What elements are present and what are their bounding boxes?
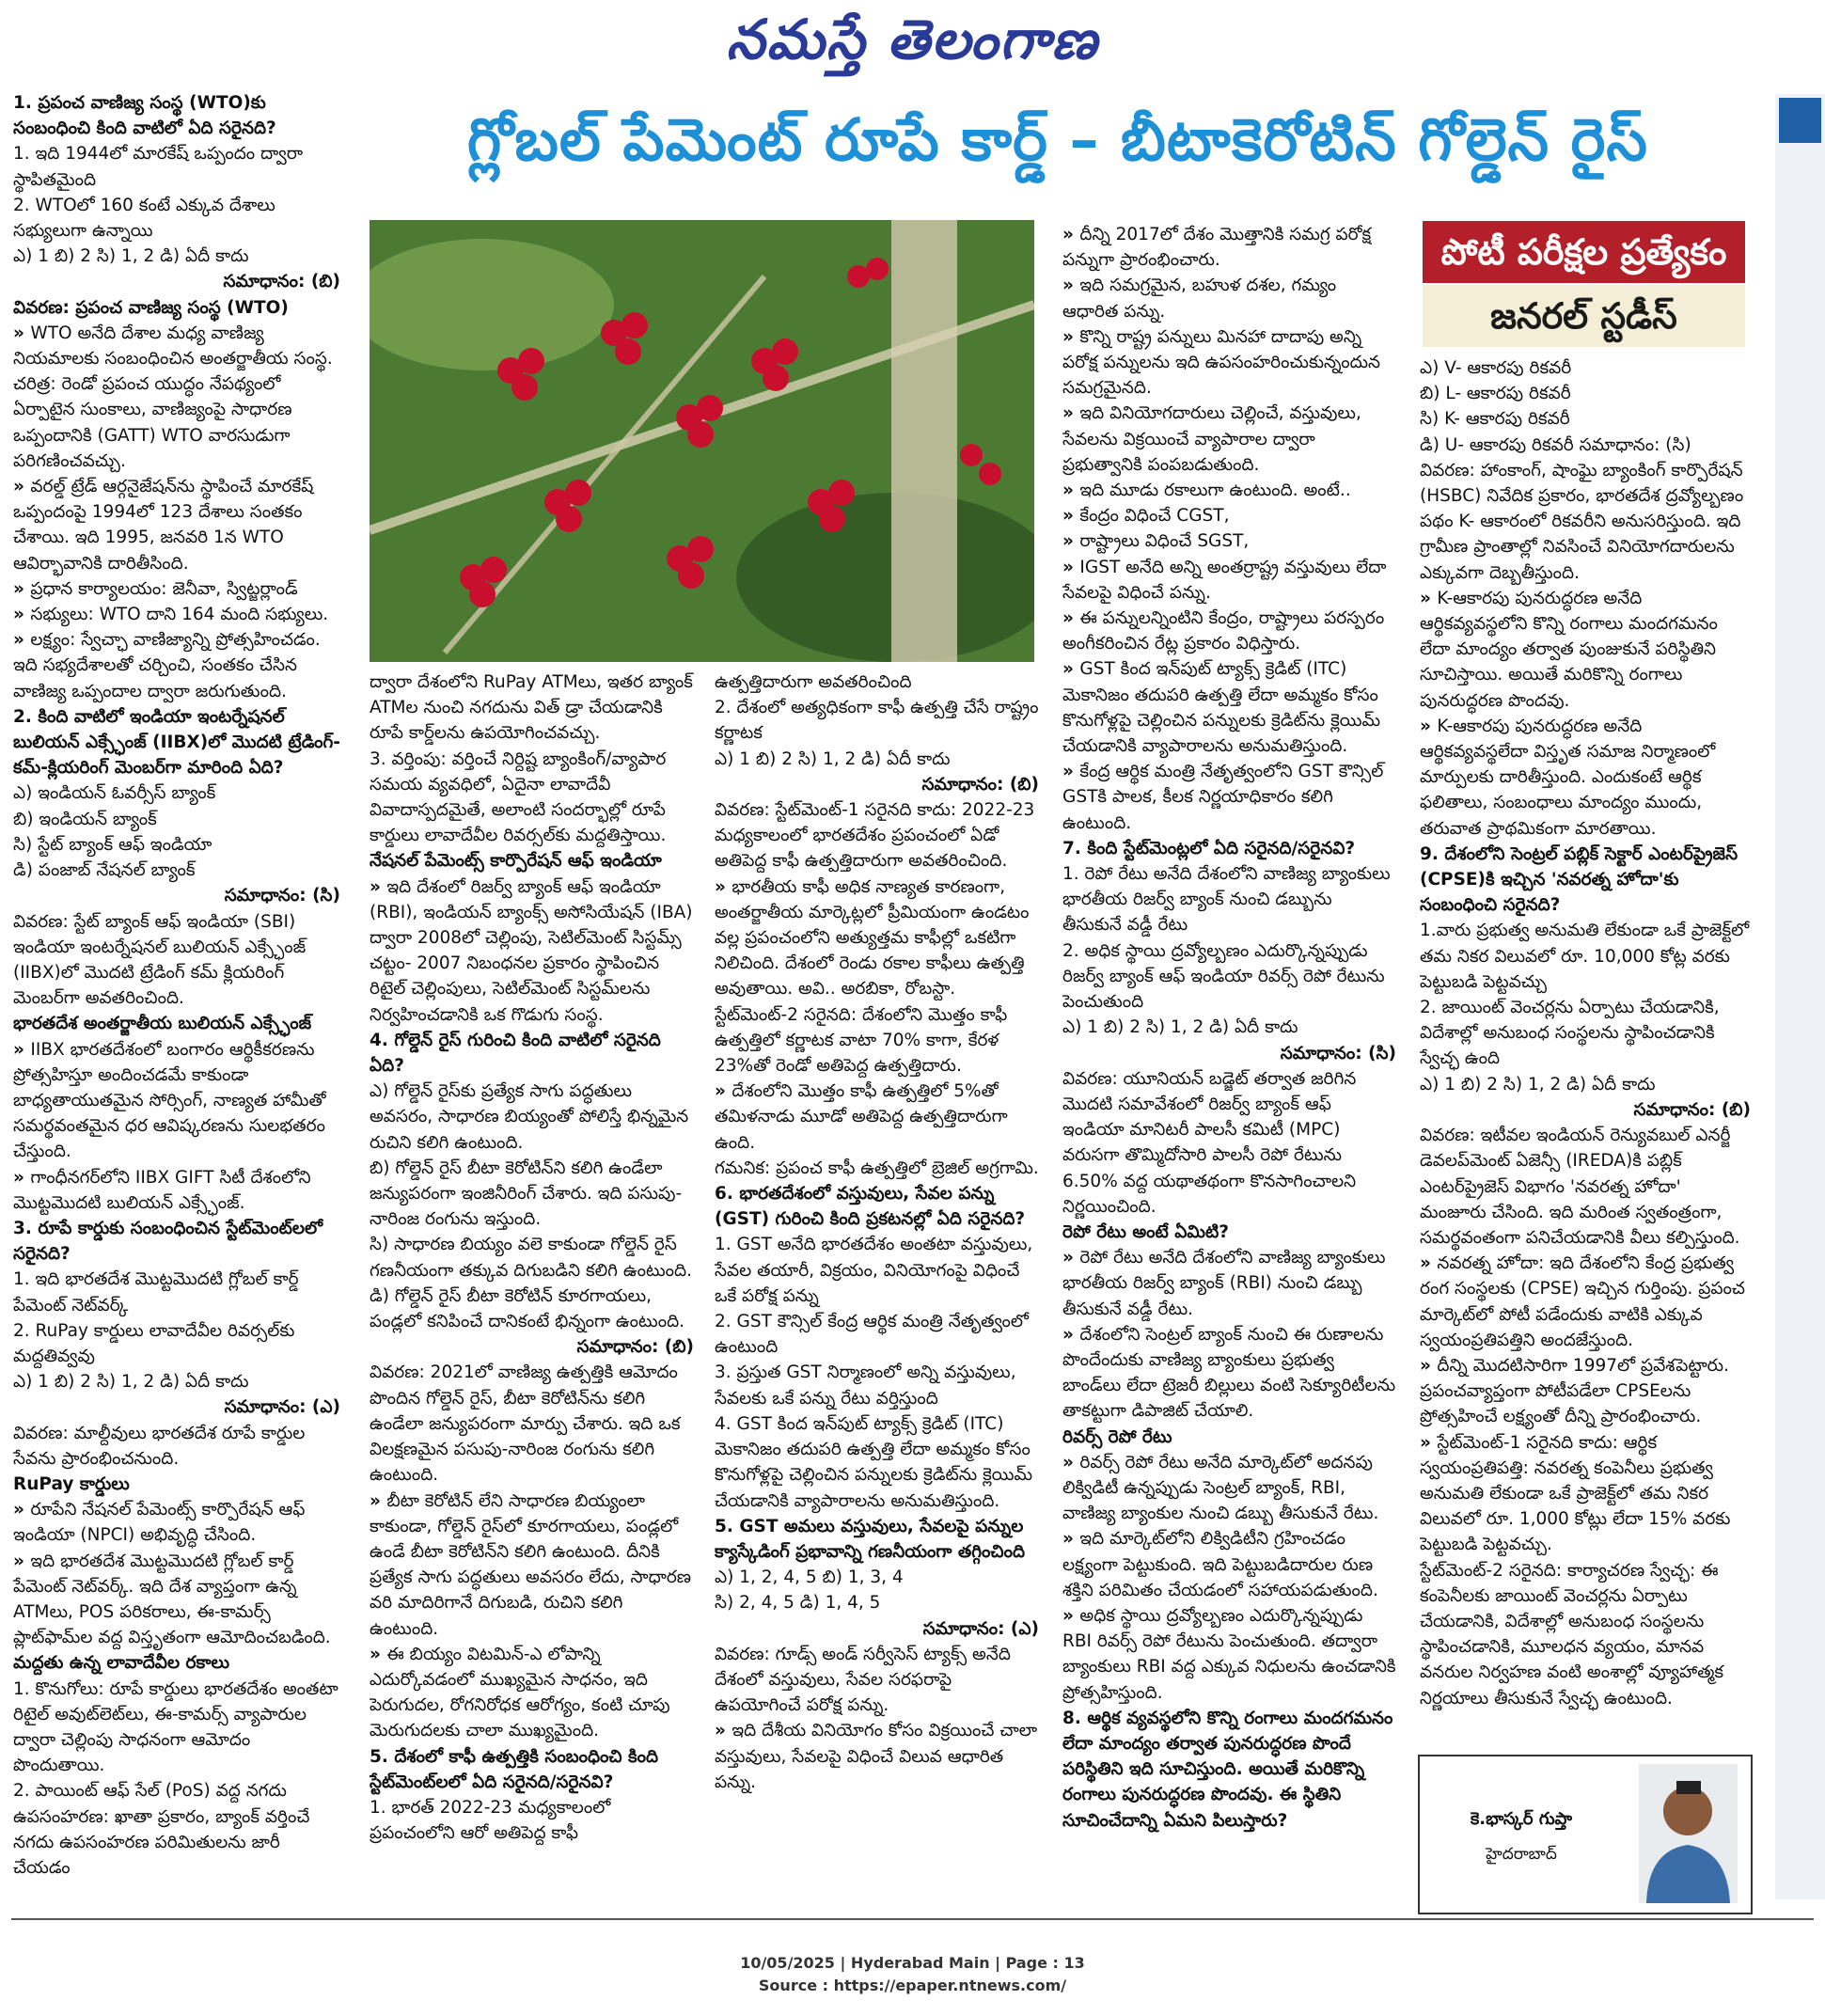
option: సి) K- ఆకారపు రికవరీ [1420, 409, 1570, 430]
bullet: » ఇది మార్కెట్‌లోని లిక్విడిటీని గ్రహించడం లక్ష్యంగా పెట్టుకుంది. ఇది పెట్టుబడిదారుల రుణ శక్తిని పరిమితం చేయడంలో సహాయపడుతుంది. [1062, 1526, 1396, 1603]
bullet: » దేశంలోని మొత్తం కాఫీ ఉత్పత్తిలో 5%తో తమిళనాడు మూడో అతిపెద్ద ఉత్పత్తిదారుగా ఉంది. [715, 1079, 1039, 1156]
subheading: భారతదేశ అంతర్జాతీయ బులియన్ ఎక్స్ఛేంజ్ [13, 1014, 312, 1034]
statement: 2. GST కౌన్సిల్ కేంద్ర ఆర్థిక మంత్రి నేతృత్వంలో ఉంటుంది [715, 1312, 1029, 1358]
paragraph: స్టేట్‌మెంట్-2 సరైనది: కార్యాచరణ స్వేచ్ఛ: ఈ కంపెనీలకు జాయింట్ వెంచర్లను ఏర్పాటు చేయడానికి, విదేశాల్లో అనుబంధ సంస్థలను స్థాపించడానికి, మూలధన వ్యయం, మానవ వనరుల నిర్వహణ వంటి అంశాల్లో వ్యూహాత్మక నిర్ణయాలు తీసుకునే స్వేచ్ఛ ఉంటుంది. [1420, 1560, 1724, 1709]
author-city: హైదరాబాద్ [1486, 1845, 1557, 1864]
option: డి) గోల్డెన్ రైస్ బీటా కెరోటిన్ కూరగాయలు, పండ్లలో కనిపించే దానికంటే భిన్నంగా ఉంటుంది. [370, 1285, 685, 1332]
paragraph: చరిత్ర: రెండో ప్రపంచ యుద్ధం నేపథ్యంలో ఏర్పాటైన సుంకాలు, వాణిజ్యంపై సాధారణ ఒప్పందానికి (GATT) WTO వారసుడుగా పరిగణించవచ్చు. [13, 374, 292, 471]
bullet: » రాష్ట్రాలు విధించే SGST, [1062, 528, 1396, 554]
statement: 5. GST అమలు వస్తువులు, సేవలపై పన్నుల క్యాస్కేడింగ్ ప్రభావాన్ని గణనీయంగా తగ్గించింది [715, 1516, 1026, 1562]
question-6: 6. భారతదేశంలో వస్తువులు, సేవల పన్ను (GST) గురించి కింది ప్రకటనల్లో ఏది సరైనది? [715, 1184, 1026, 1230]
statement: 3. ప్రస్తుత GST నిర్మాణంలో అన్ని వస్తువులు, సేవలకు ఒకే పన్ను రేటు వర్తిస్తుంది [715, 1362, 1016, 1409]
option: ఎ) ఇండియన్ ఓవర్సీస్ బ్యాంక్ [13, 783, 216, 804]
answer: సమాధానం: (సి) [224, 886, 340, 906]
author-photo [1639, 1764, 1738, 1903]
bullet: » దీన్ని మొదటిసారిగా 1997లో ప్రవేశపెట్టారు. ప్రపంచవ్యాప్తంగా పోటీపడేలా CPSEలను ప్రోత్సహించే లక్ష్యంతో దీన్ని ప్రారంభించారు. [1420, 1353, 1751, 1430]
paragraph: ద్వారా దేశంలోని RuPay ATMలు, ఇతర బ్యాంక్ ATMల నుంచి నగదును విత్ డ్రా చేయడానికి రూపే కార్డ్‌లను ఉపయోగించవచ్చు. [370, 672, 693, 744]
explanation: వివరణ: మాల్దీవులు భారతదేశ రూపే కార్డుల సేవను ప్రారంభించనుంది. [13, 1423, 306, 1469]
answer: సమాధానం: (బి) [921, 774, 1039, 795]
bullet: » IIBX భారతదేశంలో బంగారం ఆర్థికీకరణను ప్రోత్సహిస్తూ అందించడమే కాకుండా బాధ్యతాయుతమైన సోర్సింగ్, నాణ్యత హామీతో సమర్థవంతమైన ధర ఆవిష్కరణను సులభతరం చేస్తుంది. [13, 1037, 340, 1165]
column-1 [13, 90, 340, 1909]
question-8: 8. ఆర్థిక వ్యవస్థలోని కొన్ని రంగాలు మందగమనం లేదా మాంద్యం తర్వాత పునరుద్ధరణ పొందే పరిస్థితిని ఇది సూచిస్తుంది. అయితే మరికొన్ని రంగాలు పునరుద్ధరణ పొందవు. ఈ స్థితిని సూచించేదాన్ని ఏమని పిలుస్తారు? [1062, 1708, 1393, 1831]
explanation: వివరణ: స్టేట్ బ్యాంక్ ఆఫ్ ఇండియా (SBI) ఇండియా ఇంటర్నేషనల్ బులియన్ ఎక్స్ఛేంజ్ (IIBX)లో మొదటి ట్రేడింగ్ కమ్ క్లియరింగ్ మెంబర్‌గా అవతరించింది. [13, 911, 307, 1009]
bullet: » రివర్స్ రెపో రేటు అనేది మార్కెట్‌లో అదనపు లిక్విడిటీ ఉన్నప్పుడు సెంట్రల్ బ్యాంక్, RBI, వాణిజ్య బ్యాంకుల నుంచి డబ్బు తీసుకునే రేటు. [1062, 1450, 1396, 1527]
question-9: 9. దేశంలోని సెంట్రల్ పబ్లిక్ సెక్టార్ ఎంటర్‌ప్రైజెస్ (CPSE)కి ఇచ్చిన 'నవరత్న హోదా'కు సంబంధించి సరైనది? [1420, 843, 1738, 916]
bullet: » ఈ పన్నులన్నింటిని కేంద్రం, రాష్ట్రాలు పరస్పరం అంగీకరించిన రేట్ల ప్రకారం విధిస్తారు. [1062, 606, 1396, 656]
explanation: వివరణ: గూడ్స్ అండ్ సర్వీసెస్ ట్యాక్స్ అనేది దేశంలో వస్తువులు, సేవల సరఫరాపై ఉపయోగించే పరోక్ష పన్ను. [715, 1644, 1011, 1716]
answer: సమాధానం: (బి) [576, 1337, 694, 1358]
bullet: » IGST అనేది అన్ని అంతర్రాష్ట్ర వస్తువులు లేదా సేవలపై విధించే పన్ను. [1062, 555, 1396, 606]
options: ఎ) 1 బి) 2 సి) 1, 2 డి) ఏదీ కాదు [715, 748, 951, 769]
option: సి) స్టేట్ బ్యాంక్ ఆఫ్ ఇండియా [13, 834, 212, 855]
paragraph: 1. కొనుగోలు: రూపే కార్డులు భారతదేశం అంతటా రిటైల్ అవుట్‌లెట్‌లు, ఈ-కామర్స్ వ్యాపారుల ద్వారా చెల్లింపు సాధనంగా ఆమోదం పొందుతాయి. [13, 1678, 338, 1776]
footer-dateline: 10/05/2025 | Hyderabad Main | Page : 13 [740, 1954, 1085, 1972]
author-name: కె.భాస్కర్ గుప్తా [1470, 1809, 1573, 1829]
option: బి) గోల్డెన్ రైస్ బీటా కెరోటిన్‌ని కలిగి ఉండేలా జన్యుపరంగా ఇంజినీరింగ్ చేశారు. ఇది పసుపు-నారింజ రంగును ఇస్తుంది. [370, 1158, 683, 1230]
bullet: » కేంద్ర ఆర్థిక మంత్రి నేతృత్వంలోని GST కౌన్సిల్ GSTకి పాలక, కీలక నిర్ణయాధికారం కలిగి ఉంటుంది. [1062, 759, 1396, 836]
options: ఎ) 1 బి) 2 సి) 1, 2 డి) ఏదీ కాదు [1420, 1074, 1656, 1095]
bullet: » దీన్ని 2017లో దేశం మొత్తానికి సమగ్ర పరోక్ష పన్నుగా ప్రారంభించారు. [1062, 222, 1396, 273]
bullet: » ఇది భారతదేశ మొట్టమొదటి గ్లోబల్ కార్డ్ పేమెంట్ నెట్‌వర్క్. ఇది దేశ వ్యాప్తంగా ఉన్న ATMలు, POS పరికరాలు, ఈ-కామర్స్ ప్లాట్‌ఫామ్‌ల వద్ద విస్తృతంగా ఆమోదించబడింది. [13, 1549, 340, 1651]
option: డి) పంజాబ్ నేషనల్ బ్యాంక్ [13, 860, 196, 881]
subheading: నేషనల్ పేమెంట్స్ కార్పొరేషన్ ఆఫ్ ఇండియా [370, 851, 662, 872]
statement: 1. ఇది భారతదేశ మొట్టమొదటి గ్లోబల్ కార్డ్ పేమెంట్ నెట్‌వర్క్ [13, 1269, 299, 1315]
subheading: RuPay కార్డులు [13, 1473, 130, 1494]
statement: 1. రెపో రేటు అనేది దేశంలోని వాణిజ్య బ్యాంకులు భారతీయ రిజర్వ్ బ్యాంక్ నుంచి డబ్బును తీసుకునే వడ్డీ రేటు [1062, 864, 1391, 936]
article-headline: గ్లోబల్ పేమెంట్ రూపే కార్డ్ – బీటాకెరోటిన్ గోల్డెన్ రైస్ [467, 105, 1648, 174]
paragraph: 2. పాయింట్ ఆఫ్ సేల్ (PoS) వద్ద నగదు ఉపసంహరణ: ఖాతా ప్రకారం, బ్యాంక్ వర్తించే నగదు ఉపసంహరణ పరిమితులను జారీ చేయడం [13, 1781, 310, 1879]
bullet: » ఈ బియ్యం విటమిన్-ఎ లోపాన్ని ఎదుర్కోవడంలో ముఖ్యమైన సాధనం, ఇది పెరుగుదల, రోగనిరోధక ఆరోగ్యం, కంటి చూపు మెరుగుదలకు చాలా ముఖ్యమైంది. [370, 1642, 694, 1744]
bullet: » స్టేట్‌మెంట్-1 సరైనది కాదు: ఆర్థిక స్వయంప్రతిపత్తి: నవరత్న కంపెనీలు ప్రభుత్వ అనుమతి లేకుండా ఒకే ప్రాజెక్ట్‌లో తమ నికర విలువలో రూ. 1,000 కోట్లు లేదా 15% వరకు పెట్టుబడి పెట్టవచ్చు. [1420, 1430, 1751, 1558]
bullet: » కేంద్రం విధించే CGST, [1062, 503, 1396, 528]
explanation: వివరణ: హాంకాంగ్, షాంఘై బ్యాంకింగ్ కార్పొరేషన్ (HSBC) నివేదిక ప్రకారం, భారతదేశ ద్రవ్యోల్బణం పథం K- ఆకారంలో రికవరీని అనుసరిస్తుంది. ఇది గ్రామీణ ప్రాంతాల్లో నివసించే వినియోగదారులను ఎక్కువగా దెబ్బతీస్తుంది. [1420, 460, 1744, 583]
coffee-berries-photo [370, 220, 1034, 662]
answer: సమాధానం: (బి) [223, 272, 340, 292]
options: సి) 2, 4, 5 డి) 1, 4, 5 [715, 1593, 881, 1614]
explanation: వివరణ: 2021లో వాణిజ్య ఉత్పత్తికి ఆమోదం పొందిన గోల్డెన్ రైస్, బీటా కెరోటిన్‌ను కలిగి ఉండేలా జన్యుపరంగా మార్పు చేశారు. ఇది ఒక విలక్షణమైన పసుపు-నారింజ రంగును కలిగి ఉంటుంది. [370, 1362, 681, 1486]
statement: 2. WTOలో 160 కంటే ఎక్కువ దేశాలు సభ్యులుగా ఉన్నాయి [13, 195, 275, 242]
bullet: » ఇది దేశీయ వినియోగం కోసం విక్రయించే చాలా వస్తువులు, సేవలపై విధించే విలువ ఆధారిత పన్ను. [715, 1718, 1039, 1795]
bullet: » ప్రధాన కార్యాలయం: జెనీవా, స్విట్జర్లాండ్ [13, 576, 340, 602]
answer: సమాధానం: (సి) [1280, 1043, 1396, 1063]
paragraph: స్టేట్‌మెంట్-2 సరైనది: దేశంలోని మొత్తం కాఫీ ఉత్పత్తిలో కర్ణాటక వాటా 70% కాగా, కేరళ 23%తో రెండో అతిపెద్ద ఉత్పత్తిదారు. [715, 1004, 1008, 1077]
statement: 1.వారు ప్రభుత్వ అనుమతి లేకుండా ఒకే ప్రాజెక్ట్‌లో తమ నికర విలువలో రూ. 10,000 కోట్ల వరకు పెట్టుబడి పెట్టవచ్చు [1420, 921, 1750, 992]
competitive-exams-banner: పోటీ పరీక్షల ప్రత్యేకం [1423, 221, 1745, 283]
subheading: మద్దతు ఉన్న లావాదేవీల రకాలు [13, 1653, 230, 1674]
question-7: 7. కింది స్టేట్‌మెంట్లలో ఏది సరైనది/సరైనవి? [1062, 838, 1356, 858]
general-studies-banner: జనరల్ స్టడీస్ [1423, 285, 1745, 347]
bullet: » రెపో రేటు అనేది దేశంలోని వాణిజ్య బ్యాంకులు భారతీయ రిజర్వ్ బ్యాంక్ (RBI) నుంచి డబ్బు తీసుకునే వడ్డీ రేటు. [1062, 1245, 1396, 1322]
bullet: » అధిక స్థాయి ద్రవ్యోల్బణం ఎదుర్కొన్నప్పుడు RBI రివర్స్ రెపో రేటును పెంచుతుంది. తద్వారా బ్యాంకులు RBI వద్ద ఎక్కువ నిధులను ఉంచడానికి ప్రోత్సహిస్తుంది. [1062, 1603, 1396, 1706]
bullet: » బీటా కెరోటిన్ లేని సాధారణ బియ్యంలా కాకుండా, గోల్డెన్ రైస్‌లో కూరగాయలు, పండ్లలో ఉండే బీటా కెరోటిన్‌ని కలిగి ఉంటుంది. దీనికి ప్రత్యేక సాగు పద్ధతులు అవసరం లేదు, సాధారణ వరి మాదిరిగానే దిగుబడి, రుచిని కలిగి ఉంటుంది. [370, 1488, 694, 1642]
bullet: » సభ్యులు: WTO దాని 164 మంది సభ్యులు. [13, 602, 340, 627]
explanation: వివరణ: ఇటీవల ఇండియన్ రెన్యువబుల్ ఎనర్జీ డెవలప్‌మెంట్ ఏజెన్సీ (IREDA)కి పబ్లిక్ ఎంటర్‌ప్రైజెస్ విభాగం 'నవరత్న హోదా' మంజూరు చేసింది. ఇది మరింత స్వతంత్రంగా, సమర్థవంతంగా పనిచేయడానికి వీలు కల్పిస్తుంది. [1420, 1126, 1740, 1248]
newspaper-masthead: నమస్తే తెలంగాణ [726, 8, 1099, 71]
options: ఎ) 1, 2, 4, 5 బి) 1, 3, 4 [715, 1567, 904, 1588]
paragraph: 3. వర్తింపు: వర్తించే నిర్దిష్ట బ్యాంకింగ్/వ్యాపార సమయ వ్యవధిలో, ఏదైనా లావాదేవీ వివాదాస్పదమైతే, అలాంటి సందర్భాల్లో రూపే కార్డులు లావాదేవీల రివర్సల్‌కు మద్దతిస్తాయి. [370, 748, 667, 846]
statement: 2. దేశంలో అత్యధికంగా కాఫీ ఉత్పత్తి చేసే రాష్ట్రం కర్ణాటక [715, 698, 1039, 744]
statement: 2. జాయింట్ వెంచర్లను ఏర్పాటు చేయడానికి, విదేశాల్లో అనుబంధ సంస్థలను స్థాపించడానికి స్వేచ్ఛ ఉంది [1420, 998, 1720, 1069]
adjacent-page-logo [1779, 98, 1821, 143]
paragraph: ఉత్పత్తిదారుగా అవతరించింది [715, 672, 912, 692]
question-5: 5. దేశంలో కాఫీ ఉత్పత్తికి సంబంధించి కింది స్టేట్‌మెంట్‌లలో ఏది సరైనది/సరైనవి? [370, 1746, 659, 1792]
statement: 1. ఇది 1944లో మారకేష్ ఒప్పందం ద్వారా స్థాపితమైంది [13, 144, 304, 190]
bullet: » రూపేని నేషనల్ పేమెంట్స్ కార్పొరేషన్ ఆఫ్ ఇండియా (NPCI) అభివృద్ధి చేసింది. [13, 1497, 340, 1548]
bullet: » వరల్డ్ ట్రేడ్ ఆర్గనైజేషన్‌ను స్థాపించే మారకేష్ ఒప్పందంపై 1994లో 123 దేశాలు సంతకం చేశాయి. ఇది 1995, జనవరి 1న WTO ఆవిర్భావానికి దారితీసింది. [13, 474, 340, 576]
statement: 1. GST అనేది భారతదేశం అంతటా వస్తువులు, సేవల తయారీ, విక్రయం, వినియోగంపై విధించే ఒకే పరోక్ష పన్ను [715, 1235, 1033, 1306]
bullet: » K-ఆకారపు పునరుద్ధరణ అనేది ఆర్థికవ్యవస్థలేదా విస్తృత సమాజ నిర్మాణంలో మార్పులకు దారితీస్తుంది. ఎందుకంటే ఆర్థిక ఫలితాలు, సంబంధాలు మాంద్యం ముందు, తరువాత ప్రాథమికంగా మారతాయి. [1420, 714, 1751, 842]
options: ఎ) 1 బి) 2 సి) 1, 2 డి) ఏదీ కాదు [13, 246, 249, 267]
question-1: 1. ప్రపంచ వాణిజ్య సంస్థ (WTO)కు సంబంధించి కింది వాటిలో ఏది సరైనది? [13, 93, 276, 139]
bullet: » WTO అనేది దేశాల మధ్య వాణిజ్య నియమాలకు సంబంధించిన అంతర్జాతీయ సంస్థ. [13, 321, 340, 371]
bullet: » ఇది మూడు రకాలుగా ఉంటుంది. అంటే.. [1062, 478, 1396, 503]
options: ఎ) 1 బి) 2 సి) 1, 2 డి) ఏదీ కాదు [13, 1372, 249, 1393]
footer-source: Source : https://epaper.ntnews.com/ [758, 1977, 1067, 1994]
bullet: » ఇది వినియోగదారులు చెల్లించే, వస్తువులు, సేవలను విక్రయించే వ్యాపారాల ద్వారా ప్రభుత్వానికి పంపబడుతుంది. [1062, 401, 1396, 478]
statement: 4. GST కింద ఇన్‌పుట్ ట్యాక్స్ క్రెడిట్ (ITC) మెకానిజం తదుపరి ఉత్పత్తి లేదా అమ్మకం కోసం కొనుగోళ్లపై చెల్లించిన పన్నులకు క్రెడిట్‌ను క్లెయిమ్ చేయడానికి వ్యాపారాలను అనుమతిస్తుంది. [715, 1413, 1033, 1511]
adjacent-page-strip [1775, 94, 1825, 1899]
statement: 2. అధిక స్థాయి ద్రవ్యోల్బణం ఎదుర్కొన్నప్పుడు రిజర్వ్ బ్యాంక్ ఆఫ్ ఇండియా రివర్స్ రెపో రేటును పెంచుతుంది [1062, 940, 1385, 1013]
subheading: రెపో రేటు అంటే ఏమిటి? [1062, 1221, 1229, 1242]
bullet: » లక్ష్యం: స్వేచ్ఛా వాణిజ్యాన్ని ప్రోత్సహించడం. ఇది సభ్యదేశాలతో చర్చించి, సంతకం చేసిన వాణిజ్య ఒప్పందాల ద్వారా జరుగుతుంది. [13, 627, 340, 704]
options: ఎ) 1 బి) 2 సి) 1, 2 డి) ఏదీ కాదు [1062, 1017, 1298, 1038]
option: ఎ) గోల్డెన్ రైస్‌కు ప్రత్యేక సాగు పద్ధతులు అవసరం, సాధారణ బియ్యంతో పోలిస్తే భిన్నమైన రుచిని కలిగి ఉంటుంది. [370, 1081, 689, 1153]
question-2: 2. కింది వాటిలో ఇండియా ఇంటర్నేషనల్ బులియన్ ఎక్స్ఛేంజ్ (IIBX)లో మొదటి ట్రేడింగ్-కమ్-క్లియరింగ్ మెంబర్‌గా మారింది ఏది? [13, 706, 340, 779]
statement: 1. భారత్ 2022-23 మధ్యకాలంలో ప్రపంచంలోని ఆరో అతిపెద్ద కాఫీ [370, 1797, 611, 1844]
column-2 [370, 669, 694, 1909]
answer: సమాధానం: (ఎ) [224, 1397, 340, 1418]
bullet: » గాంధీనగర్‌లోని IIBX GIFT సిటీ దేశంలోని మొట్టమొదటి బులియన్ ఎక్స్ఛేంజ్. [13, 1165, 340, 1216]
explanation: వివరణ: స్టేట్‌మెంట్-1 సరైనది కాదు: 2022-23 మధ్యకాలంలో భారతదేశం ప్రపంచంలో ఏడో అతిపెద్ద కాఫీ ఉత్పత్తిదారుగా అవతరించింది. [715, 800, 1035, 872]
option: సి) సాధారణ బియ్యం వలె కాకుండా గోల్డెన్ రైస్ గణనీయంగా తక్కువ దిగుబడిని కలిగి ఉంటుంది. [370, 1235, 692, 1281]
explanation: వివరణ: యూనియన్ బడ్జెట్ తర్వాత జరిగిన మొదటి సమావేశంలో రిజర్వ్ బ్యాంక్ ఆఫ్ ఇండియా మానిటరీ పాలసీ కమిటీ (MPC) వరుసగా తొమ్మిదోసారి పాలసీ రెపో రేటును 6.50% వద్ద యథాతథంగా కొనసాగించాలని నిర్ణయించింది. [1062, 1068, 1357, 1217]
option: డి) U- ఆకారపు రికవరీ సమాధానం: (సి) [1420, 434, 1691, 455]
note: గమనిక: ప్రపంచ కాఫీ ఉత్పత్తిలో బ్రెజిల్ అగ్రగామి. [715, 1158, 1039, 1178]
option: బి) L- ఆకారపు రికవరీ [1420, 384, 1571, 404]
column-5 [1420, 355, 1751, 1747]
footer-rule [11, 1918, 1814, 1920]
bullet: » కొన్ని రాష్ట్ర పన్నులు మినహా దాదాపు అన్ని పరోక్ష పన్నులను ఇది ఉపసంహరించుకున్నందున సమగ్రమైనది. [1062, 324, 1396, 402]
bullet: » దేశంలోని సెంట్రల్ బ్యాంక్ నుంచి ఈ రుణాలను పొందేందుకు వాణిజ్య బ్యాంకులు ప్రభుత్వ బాండ్‌లు లేదా ట్రెజరీ బిల్లులు వంటి సెక్యూరిటీలను తాకట్టుగా డిపాజిట్ చేయాలి. [1062, 1322, 1396, 1425]
answer: సమాధానం: (బి) [1633, 1099, 1751, 1120]
explanation: వివరణ: ప్రపంచ వాణిజ్య సంస్థ (WTO) [13, 297, 289, 318]
question-4: 4. గోల్డెన్ రైస్ గురించి కింది వాటిలో సరైనది ఏది? [370, 1030, 661, 1077]
bullet: » భారతీయ కాఫీ అధిక నాణ్యత కారణంగా, అంతర్జాతీయ మార్కెట్లలో ప్రీమియంగా ఉండటం వల్ల ప్రపంచంలోని అత్యుత్తమ కాఫీల్లో ఒకటిగా నిలిచింది. దేశంలో రెండు రకాల కాఫీలు ఉత్పత్తి అవుతాయి. అవి.. అరబికా, రోబస్టా. [715, 874, 1039, 1002]
column-3 [715, 669, 1039, 1909]
subheading: రివర్స్ రెపో రేటు [1062, 1426, 1172, 1447]
question-3: 3. రూపే కార్డుకు సంబంధించిన స్టేట్‌మెంట్‌లలో సరైనది? [13, 1218, 323, 1265]
bullet: » నవరత్న హోదా: ఇది దేశంలోని కేంద్ర ప్రభుత్వ రంగ సంస్థలకు (CPSE) ఇచ్చిన గుర్తింపు. ప్రపంచ మార్కెట్‌లో పోటీ పడేందుకు వాటికి ఎక్కువ స్వయంప్రతిపత్తిని అందజేస్తుంది. [1420, 1251, 1751, 1353]
option: ఎ) V- ఆకారపు రికవరీ [1420, 358, 1572, 378]
bullet: » K-ఆకారపు పునరుద్ధరణ అనేది ఆర్థికవ్యవస్థలోని కొన్ని రంగాలు మందగమనం లేదా మాంద్యం తర్వాత పుంజుకునే పరిస్థితిని సూచిస్తాయి. అయితే మరికొన్ని రంగాలు పునరుద్ధరణ పొందవు. [1420, 586, 1751, 714]
bullet: » GST కింద ఇన్‌పుట్ ట్యాక్స్ క్రెడిట్ (ITC) మెకానిజం తదుపరి ఉత్పత్తి లేదా అమ్మకం కోసం కొనుగోళ్లపై చెల్లించిన పన్నులకు క్రెడిట్‌ను క్లెయిమ్ చేయడానికి వ్యాపారాలను అనుమతిస్తుంది. [1062, 656, 1396, 759]
bullet: » ఇది దేశంలో రిజర్వ్ బ్యాంక్ ఆఫ్ ఇండియా (RBI), ఇండియన్ బ్యాంక్స్ అసోసియేషన్ (IBA) ద్వారా 2008లో చెల్లింపు, సెటిల్‌మెంట్ సిస్టమ్స్ చట్టం- 2007 నిబంధనల ప్రకారం స్థాపించిన రిటైల్ చెల్లింపులు, సెటిల్‌మెంట్ సిస్టమ్‌లను నిర్వహించడానికి ఒక గొడుగు సంస్థ. [370, 874, 694, 1028]
option: బి) ఇండియన్ బ్యాంక్ [13, 809, 157, 829]
answer: సమాధానం: (ఎ) [922, 1618, 1039, 1639]
bullet: » ఇది సమగ్రమైన, బహుళ దశల, గమ్యం ఆధారిత పన్ను. [1062, 273, 1396, 323]
statement: 2. RuPay కార్డులు లావాదేవీల రివర్సల్‌కు మద్దతివ్వవు [13, 1320, 295, 1366]
column-4 [1062, 222, 1396, 1909]
